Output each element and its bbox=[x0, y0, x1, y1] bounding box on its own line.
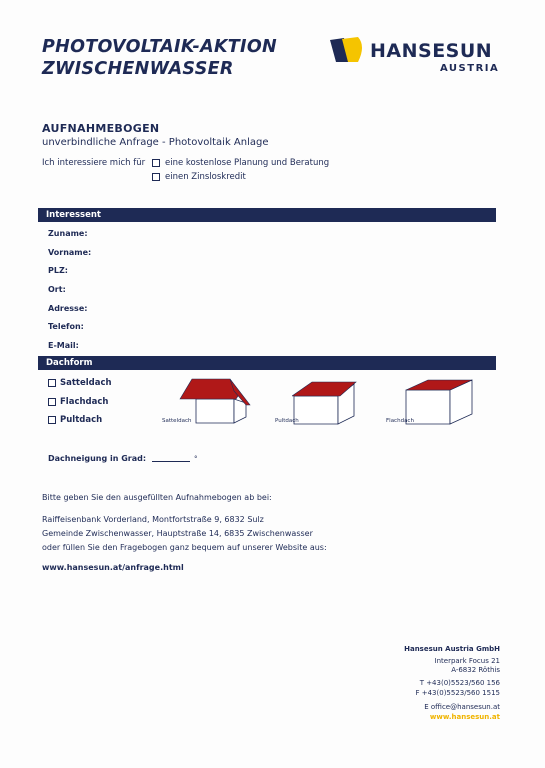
footer-street: Interpark Focus 21 bbox=[434, 657, 500, 665]
section-interessent-header: Interessent bbox=[38, 208, 496, 222]
caption-satteldach: Satteldach bbox=[162, 418, 192, 424]
checkbox[interactable] bbox=[152, 173, 160, 181]
footer-city: A-6832 Röthis bbox=[451, 666, 500, 674]
website-instruction: oder füllen Sie den Fragebogen ganz bequem auf unserer Website aus: bbox=[42, 543, 327, 552]
pultdach-house-icon bbox=[292, 380, 358, 426]
option-zinsloskredit[interactable] bbox=[152, 172, 246, 182]
checkbox[interactable] bbox=[152, 159, 160, 167]
roof-option-label: Satteldach bbox=[60, 378, 112, 388]
logo-sub: AUSTRIA bbox=[440, 63, 500, 74]
footer-email-link[interactable]: E office@hansesun.at bbox=[424, 703, 500, 711]
footer-phone: T +43(0)5523/560 156 bbox=[419, 679, 500, 687]
drop-off-bank: Raiffeisenbank Vorderland, Montfortstraße 9, 6832 Sulz bbox=[42, 515, 264, 524]
footer-web-link[interactable]: www.hansesun.at bbox=[429, 713, 500, 721]
roof-option-satteldach[interactable] bbox=[48, 378, 112, 388]
drop-off-gemeinde: Gemeinde Zwischenwasser, Hauptstraße 14, 6835 Zwischenwasser bbox=[42, 529, 313, 538]
flachdach-house-icon bbox=[404, 378, 476, 426]
hansesun-logo-icon bbox=[328, 36, 366, 64]
degree-symbol: ° bbox=[194, 455, 198, 463]
campaign-title-line1: PHOTOVOLTAIK-AKTION bbox=[42, 37, 277, 57]
footer-company: Hansesun Austria GmbH bbox=[404, 645, 500, 653]
hansesun-logo bbox=[328, 34, 508, 78]
checkbox[interactable] bbox=[48, 379, 56, 387]
campaign-title bbox=[42, 36, 277, 80]
field-adresse[interactable]: Adresse: bbox=[48, 304, 88, 313]
caption-pultdach: Pultdach bbox=[275, 418, 299, 424]
option-label: eine kostenlose Planung und Beratung bbox=[165, 158, 330, 168]
campaign-title-line2: ZWISCHENWASSER bbox=[42, 59, 234, 79]
form-subtitle: unverbindliche Anfrage - Photovoltaik Anlage bbox=[42, 137, 269, 148]
anfrage-url-link[interactable]: www.hansesun.at/anfrage.html bbox=[42, 563, 184, 572]
field-email[interactable]: E-Mail: bbox=[48, 341, 79, 350]
checkbox[interactable] bbox=[48, 398, 56, 406]
dachneigung-input-line[interactable] bbox=[152, 461, 190, 462]
roof-option-flachdach[interactable] bbox=[48, 397, 108, 407]
form-title: AUFNAHMEBOGEN bbox=[42, 122, 160, 135]
field-telefon[interactable]: Telefon: bbox=[48, 322, 84, 331]
section-dachform-header: Dachform bbox=[38, 356, 496, 370]
field-plz[interactable]: PLZ: bbox=[48, 266, 68, 275]
roof-option-label: Pultdach bbox=[60, 415, 103, 425]
option-label: einen Zinsloskredit bbox=[165, 172, 246, 182]
field-zuname[interactable]: Zuname: bbox=[48, 229, 88, 238]
dachneigung-field[interactable] bbox=[48, 454, 198, 463]
field-vorname[interactable]: Vorname: bbox=[48, 248, 92, 257]
instruction-text: Bitte geben Sie den ausgefüllten Aufnahmebogen ab bei: bbox=[42, 493, 272, 502]
roof-option-label: Flachdach bbox=[60, 397, 109, 407]
field-ort[interactable]: Ort: bbox=[48, 285, 66, 294]
checkbox[interactable] bbox=[48, 416, 56, 424]
roof-option-pultdach[interactable] bbox=[48, 415, 102, 425]
caption-flachdach: Flachdach bbox=[386, 418, 414, 424]
option-planung[interactable] bbox=[152, 158, 329, 168]
logo-name: HANSESUN bbox=[370, 40, 493, 62]
interest-label: Ich interessiere mich für bbox=[42, 158, 146, 168]
footer-fax: F +43(0)5523/560 1515 bbox=[415, 689, 500, 697]
dachneigung-label: Dachneigung in Grad: bbox=[48, 454, 147, 463]
